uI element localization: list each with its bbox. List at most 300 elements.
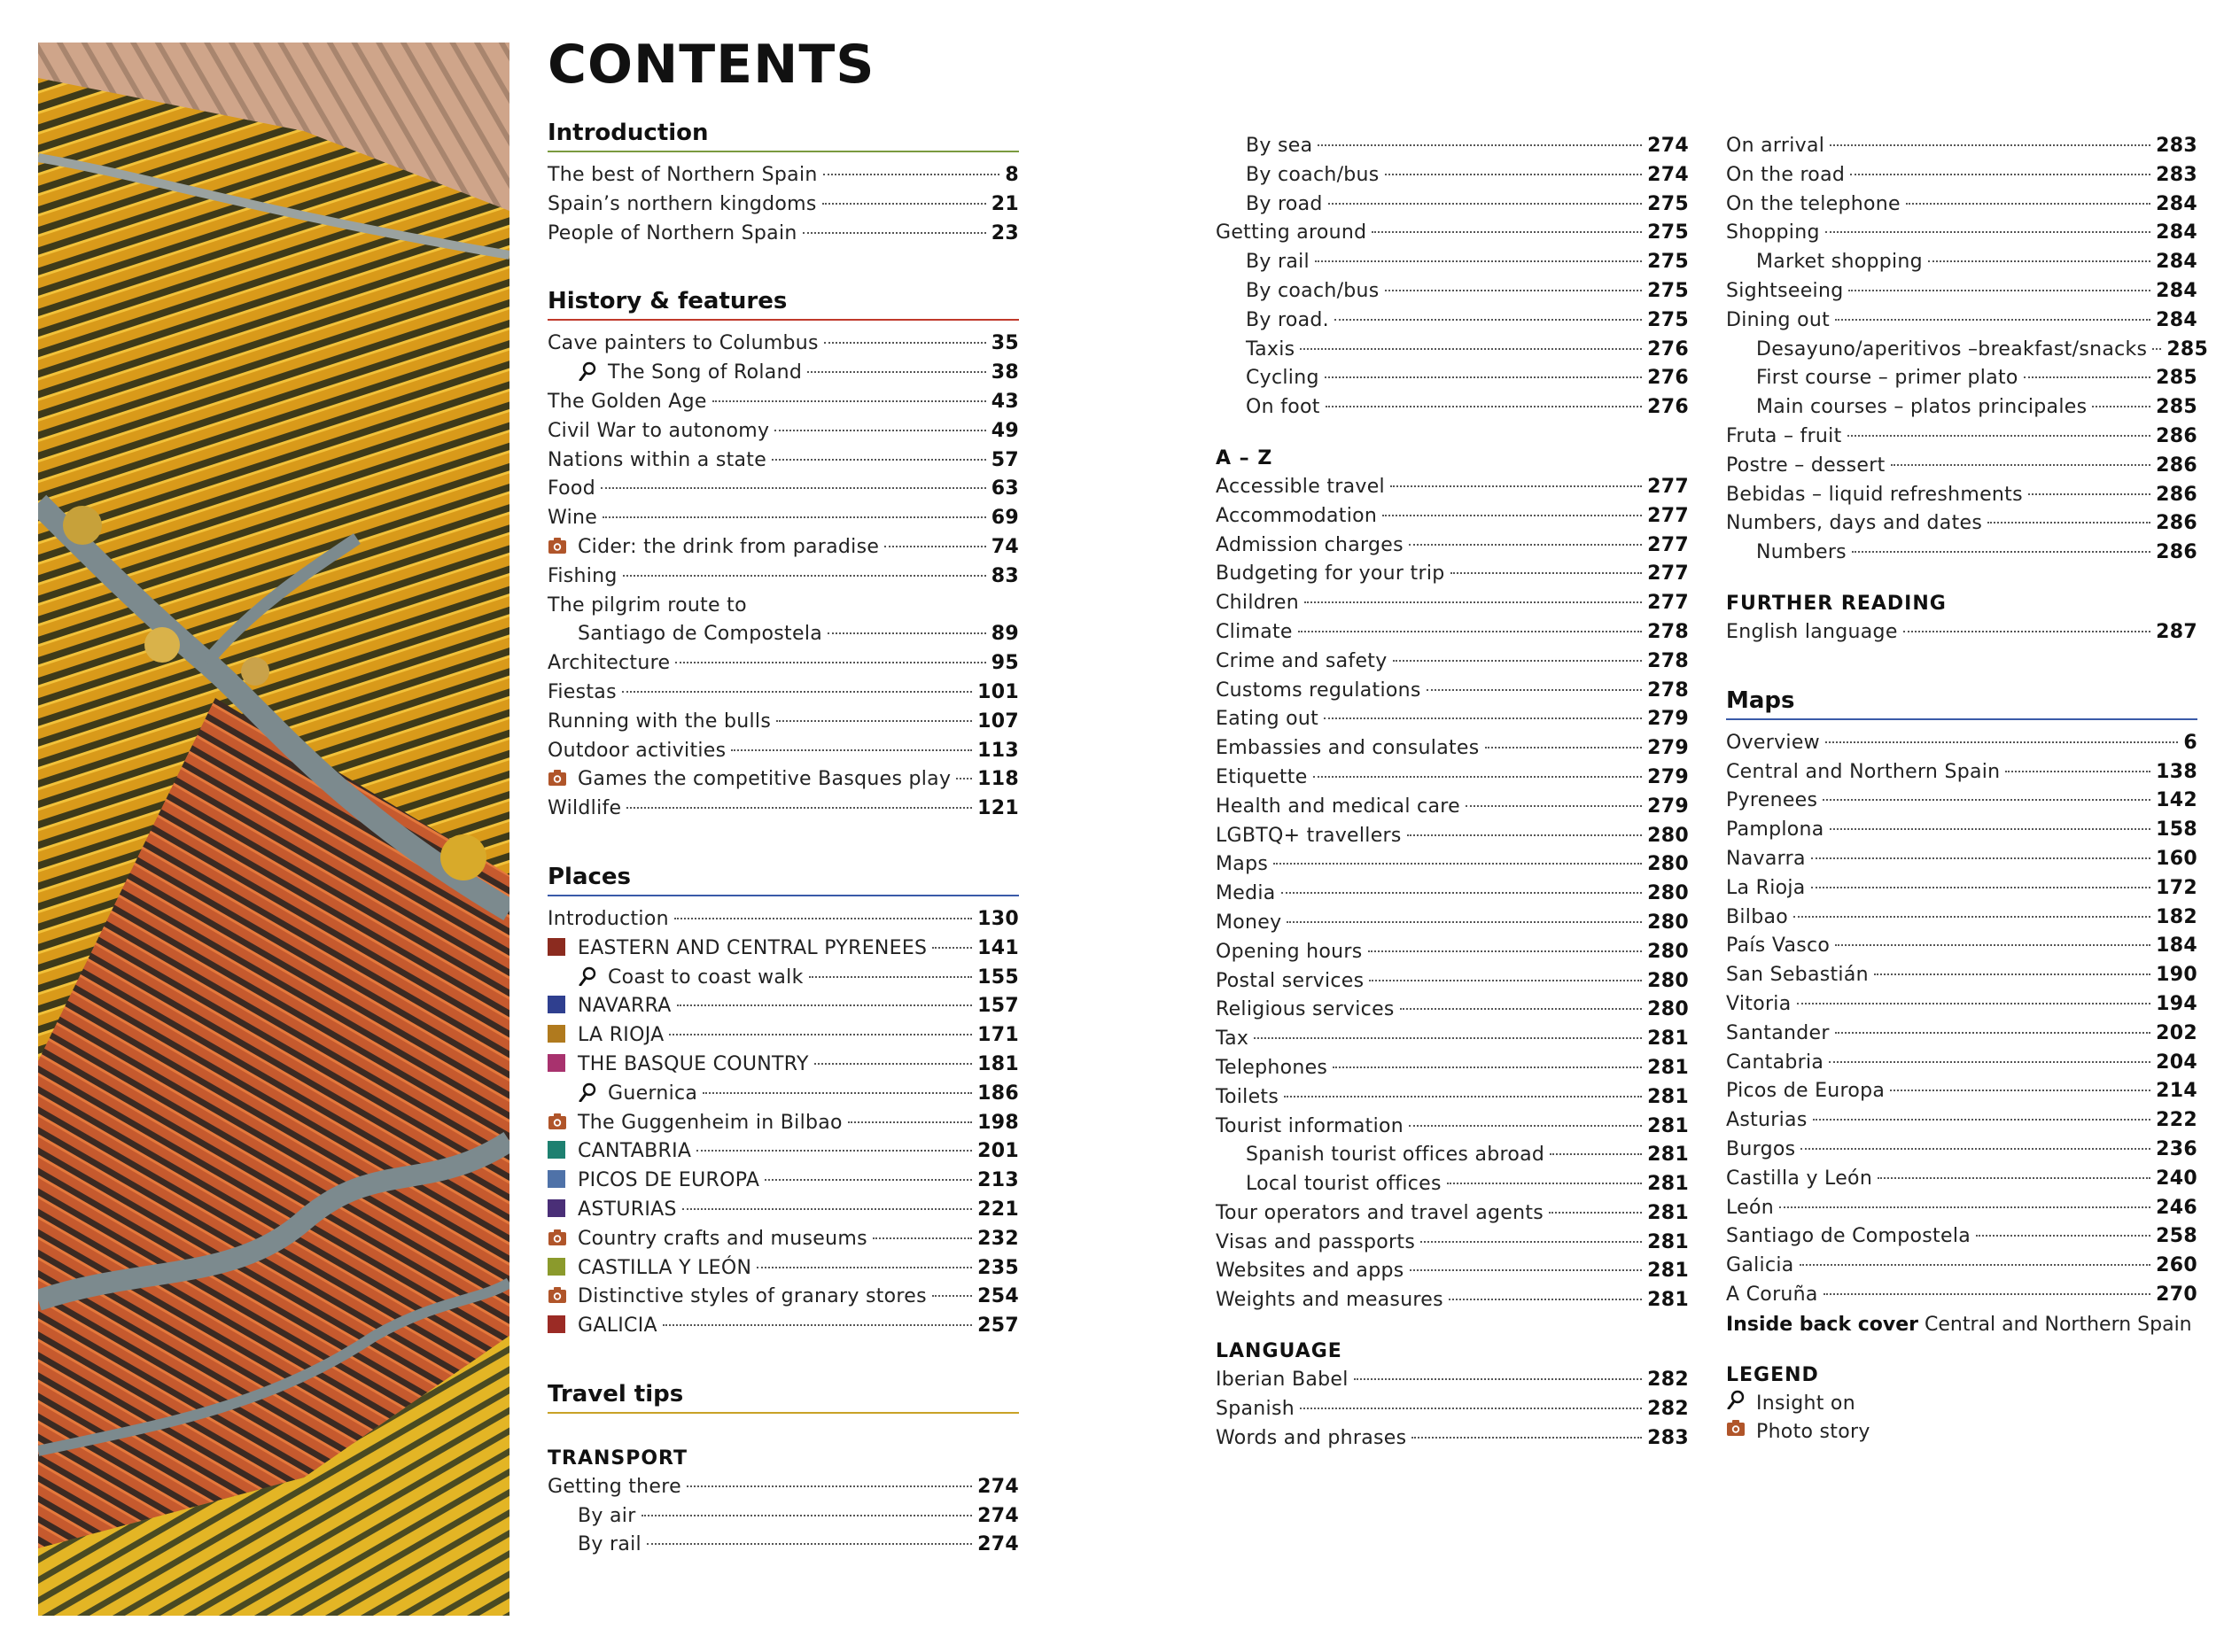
- toc-entry-text: Iberian Babel: [1216, 1369, 1349, 1392]
- leader-dots: [1811, 887, 2151, 888]
- subheading-legend: LEGEND: [1726, 1363, 1819, 1386]
- leader-dots: [1800, 1148, 2150, 1150]
- leader-dots: [603, 516, 986, 518]
- toc-entry: [548, 765, 1019, 795]
- toc-entry: [1726, 932, 2197, 961]
- leader-dots: [1313, 776, 1643, 778]
- insight-icon: [578, 1082, 597, 1102]
- toc-page-number: 275: [1647, 192, 1689, 215]
- region-color-key: [548, 1315, 565, 1333]
- leader-dots: [1549, 1212, 1642, 1214]
- toc-entry: [548, 359, 1019, 388]
- leader-dots: [1800, 1264, 2151, 1266]
- toc-page-number: 141: [977, 936, 1019, 959]
- toc-page-number: 198: [977, 1111, 1019, 1134]
- toc-page-number: 157: [977, 995, 1019, 1018]
- toc-entry-label: [1726, 161, 1845, 190]
- toc-entry: [1216, 1025, 1689, 1054]
- leader-dots: [1485, 747, 1643, 748]
- toc-entry: [1726, 306, 2197, 336]
- toc-page-number: 281: [1647, 1230, 1689, 1253]
- leader-dots: [1409, 544, 1642, 546]
- toc-entry-text: Cantabria: [1726, 1051, 1824, 1074]
- toc-entry-label: [1216, 219, 1366, 248]
- toc-entry-text: Embassies and consulates: [1216, 737, 1480, 760]
- maps-list: [1726, 729, 2197, 1310]
- leader-dots: [1254, 1037, 1642, 1039]
- photo-story-icon: [548, 1228, 567, 1247]
- leader-dots: [1848, 290, 2150, 291]
- toc-entry-text: Etiquette: [1216, 765, 1308, 788]
- leader-dots: [1368, 950, 1643, 952]
- toc-page-number: 279: [1647, 737, 1689, 760]
- region-color-key: [548, 1170, 565, 1188]
- subheading-further-reading: FURTHER READING: [1726, 592, 1947, 615]
- toc-entry-text: Websites and apps: [1216, 1260, 1404, 1283]
- toc-entry-label: [1246, 364, 1319, 393]
- toc-entry-text: Weights and measures: [1216, 1289, 1443, 1312]
- toc-entry: [548, 1021, 1019, 1051]
- toc-entry-label: [1216, 822, 1402, 851]
- toc-entry: [1726, 961, 2197, 990]
- toc-entry-label: [1246, 161, 1380, 190]
- leader-dots: [1382, 515, 1642, 516]
- toc-entry-text: Toilets: [1216, 1085, 1279, 1108]
- toc-entry-label: [1216, 1395, 1295, 1424]
- toc-page-number: 95: [991, 652, 1019, 675]
- toc-page-number: 236: [2156, 1137, 2197, 1160]
- leader-dots: [822, 203, 986, 205]
- toc-page-number: 49: [991, 419, 1019, 442]
- toc-page-number: 130: [977, 907, 1019, 930]
- section-heading-maps: Maps: [1726, 686, 2197, 720]
- leader-dots: [1393, 660, 1643, 662]
- toc-page-number: 274: [1647, 135, 1689, 157]
- region-color-key: [548, 1141, 565, 1159]
- toc-entry-text: The Song of Roland: [608, 361, 803, 384]
- toc-entry: [1216, 1141, 1689, 1170]
- toc-entry-label: [1726, 1077, 1885, 1106]
- toc-entry-label: [548, 1283, 927, 1312]
- insight-icon: [578, 966, 597, 986]
- leader-dots: [1890, 1090, 2150, 1091]
- leader-dots: [677, 1004, 973, 1006]
- toc-entry-text: Navarra: [1726, 847, 1806, 870]
- leader-dots: [1906, 203, 2150, 205]
- toc-entry-label: [1216, 850, 1268, 880]
- toc-entry-text: Nations within a state: [548, 448, 767, 471]
- toc-entry-label: [1216, 677, 1421, 706]
- leader-dots: [757, 1267, 972, 1268]
- toc-entry-text: Money: [1216, 911, 1282, 934]
- insight-icon: [578, 361, 597, 381]
- toc-entry-label: [1726, 190, 1901, 220]
- legend-item-label: Insight on: [1756, 1392, 1855, 1415]
- toc-entry-label: [1216, 1113, 1404, 1142]
- leader-dots: [626, 807, 972, 809]
- toc-entry-text: Santander: [1726, 1021, 1830, 1044]
- toc-entry-label: [1246, 277, 1380, 306]
- toc-entry-label: [578, 359, 802, 388]
- leader-dots: [1779, 1206, 2150, 1208]
- toc-entry-label: [1726, 961, 1869, 990]
- toc-entry-label: [578, 620, 822, 649]
- leader-dots: [1987, 522, 2150, 524]
- toc-entry: [1726, 1106, 2197, 1136]
- toc-entry-label: [1726, 904, 1788, 933]
- toc-entry: [1726, 423, 2197, 452]
- toc-entry: [548, 592, 1019, 621]
- leader-dots: [1304, 601, 1642, 603]
- leader-dots: [1447, 1183, 1642, 1184]
- toc-entry-label: [1726, 132, 1824, 161]
- toc-page-number: 284: [2156, 279, 2197, 302]
- toc-entry-label: [1726, 452, 1886, 481]
- toc-entry-text: Tourist information: [1216, 1114, 1404, 1137]
- toc-entry-label: [578, 1080, 697, 1109]
- toc-entry: [1216, 1424, 1689, 1454]
- leader-dots: [1385, 290, 1643, 291]
- leader-dots: [687, 1485, 972, 1487]
- toc-entry-text: Food: [548, 477, 595, 500]
- toc-entry-text: NAVARRA: [578, 995, 672, 1018]
- toc-entry-text: Tour operators and travel agents: [1216, 1201, 1544, 1224]
- leader-dots: [1823, 799, 2150, 801]
- toc-entry-text: Crime and safety: [1216, 649, 1388, 672]
- toc-entry-text: Visas and passports: [1216, 1230, 1416, 1253]
- toc-entry-label: [1216, 531, 1404, 561]
- toc-entry: [548, 795, 1019, 824]
- toc-page-number: 277: [1647, 562, 1689, 586]
- toc-entry-label: [1216, 1083, 1279, 1113]
- leader-dots: [1372, 231, 1642, 233]
- toc-entry-label: [1246, 393, 1320, 423]
- toc-entry-label: [1726, 1194, 1774, 1223]
- toc-entry: [1216, 1229, 1689, 1258]
- leader-dots: [1326, 406, 1643, 407]
- toc-entry: [1726, 618, 2197, 648]
- toc-entry-text: Customs regulations: [1216, 679, 1421, 702]
- toc-entry-text: Climate: [1216, 620, 1293, 643]
- leader-dots: [1878, 1177, 2150, 1179]
- leader-dots: [1466, 805, 1642, 807]
- toc-entry: [1726, 1194, 2197, 1223]
- leader-dots: [1824, 1293, 2150, 1295]
- toc-page-number: 276: [1647, 367, 1689, 390]
- leader-dots: [1409, 1125, 1642, 1127]
- leader-dots: [1420, 1241, 1642, 1243]
- toc-page-number: 235: [977, 1256, 1019, 1279]
- toc-page-number: 284: [2156, 192, 2197, 215]
- toc-entry: [1726, 1077, 2197, 1106]
- toc-entry-label: [1216, 967, 1364, 997]
- toc-entry: [548, 533, 1019, 562]
- toc-entry-label: [548, 935, 927, 964]
- toc-entry: [1216, 1054, 1689, 1083]
- subheading-language: LANGUAGE: [1216, 1340, 1342, 1363]
- legend-item-label: Photo story: [1756, 1421, 1870, 1444]
- toc-entry-text: San Sebastián: [1726, 964, 1869, 987]
- language-list-2: [1726, 132, 2209, 568]
- toc-page-number: 275: [1647, 279, 1689, 302]
- leader-dots: [828, 632, 986, 634]
- toc-entry: [1216, 531, 1689, 561]
- toc-entry: [548, 992, 1019, 1021]
- toc-entry-label: [1216, 1424, 1406, 1454]
- toc-entry: [548, 1080, 1019, 1109]
- toc-entry-label: [1216, 1366, 1349, 1395]
- toc-page-number: 138: [2156, 760, 2197, 783]
- toc-entry: [1726, 336, 2209, 365]
- toc-entry-text: Health and medical care: [1216, 795, 1460, 818]
- toc-page-number: 258: [2156, 1225, 2197, 1248]
- leader-dots: [1411, 1437, 1642, 1439]
- leader-dots: [1333, 1066, 1642, 1068]
- toc-entry-label: [548, 417, 769, 446]
- region-color-key: [548, 938, 565, 956]
- toc-page-number: 121: [977, 797, 1019, 820]
- leader-dots: [1400, 1008, 1643, 1010]
- leader-dots: [2028, 493, 2150, 495]
- toc-entry: [548, 708, 1019, 737]
- leader-dots: [675, 662, 985, 663]
- toc-entry-label: [1216, 473, 1385, 502]
- toc-page-number: 283: [2156, 135, 2197, 157]
- leader-dots: [1830, 828, 2151, 830]
- leader-dots: [647, 1543, 972, 1545]
- toc-entry-label: [1726, 816, 1824, 845]
- toc-entry: [548, 1137, 1019, 1167]
- toc-page-number: 142: [2156, 789, 2197, 812]
- toc-entry-label: [1726, 306, 1830, 336]
- toc-entry-label: [1726, 990, 1792, 1020]
- leader-dots: [1811, 857, 2150, 859]
- toc-entry-text: CANTABRIA: [578, 1140, 692, 1163]
- toc-entry-text: Main courses – platos principales: [1756, 396, 2088, 419]
- toc-entry-text: Numbers, days and dates: [1726, 512, 1983, 535]
- toc-entry-text: By air: [578, 1504, 636, 1527]
- legend-item: [1726, 1390, 2197, 1419]
- toc-entry-label: [548, 737, 726, 766]
- subheading-transport: TRANSPORT: [548, 1446, 688, 1470]
- leader-dots: [1410, 1269, 1643, 1271]
- toc-entry: [548, 388, 1019, 417]
- leader-dots: [1300, 1408, 1642, 1409]
- leader-dots: [772, 459, 986, 461]
- toc-entry: [1726, 1252, 2197, 1281]
- toc-entry: [548, 1196, 1019, 1225]
- region-color-key: [548, 996, 565, 1013]
- leader-dots: [1835, 1032, 2150, 1034]
- toc-page-number: 280: [1647, 969, 1689, 992]
- toc-page-number: 286: [2156, 454, 2197, 477]
- toc-entry: [548, 1109, 1019, 1138]
- toc-entry: [1216, 277, 1689, 306]
- toc-entry-label: [1246, 1141, 1544, 1170]
- legend-item: [1726, 1418, 2197, 1447]
- leader-dots: [809, 976, 973, 978]
- toc-page-number: 213: [977, 1169, 1019, 1192]
- leader-dots: [1847, 435, 2151, 437]
- legend-list: [1726, 1390, 2197, 1448]
- leader-dots: [1298, 631, 1642, 632]
- page-title: CONTENTS: [548, 34, 875, 96]
- toc-page-number: 113: [977, 739, 1019, 762]
- toc-entry-label: [1246, 336, 1295, 365]
- toc-entry: [1726, 481, 2197, 510]
- toc-page-number: 246: [2156, 1196, 2197, 1219]
- introduction-list: [548, 161, 1019, 248]
- toc-page-number: 275: [1647, 221, 1689, 244]
- toc-entry: [1726, 364, 2197, 393]
- toc-entry-label: [1216, 648, 1388, 677]
- toc-entry: [1726, 1222, 2197, 1252]
- toc-entry-label: [1726, 1252, 1794, 1281]
- toc-entry-text: Guernica: [608, 1082, 698, 1105]
- toc-page-number: 257: [977, 1315, 1019, 1338]
- toc-page-number: 232: [977, 1227, 1019, 1250]
- toc-page-number: 280: [1647, 853, 1689, 876]
- toc-entry: [1216, 502, 1689, 531]
- toc-page-number: 270: [2156, 1283, 2197, 1306]
- toc-entry: [1216, 850, 1689, 880]
- leader-dots: [682, 1208, 972, 1210]
- toc-entry-text: On foot: [1246, 396, 1320, 419]
- toc-entry-label: [1726, 481, 2023, 510]
- toc-entry-label: [1726, 758, 2000, 787]
- toc-entry: [1216, 1083, 1689, 1113]
- leader-dots: [663, 1324, 972, 1326]
- toc-entry-label: [1216, 502, 1377, 531]
- toc-entry-label: [1216, 589, 1299, 618]
- toc-entry: [548, 935, 1019, 964]
- toc-entry: [548, 1225, 1019, 1254]
- toc-page-number: 285: [2156, 367, 2197, 390]
- toc-entry-label: [548, 649, 670, 679]
- leader-dots: [1385, 174, 1643, 175]
- inside-back-cover-text: Central and Northern Spain: [1925, 1313, 2192, 1336]
- leader-dots: [1427, 689, 1643, 691]
- toc-page-number: 43: [991, 390, 1019, 413]
- toc-entry-text: Budgeting for your trip: [1216, 562, 1445, 586]
- region-color-key: [548, 1258, 565, 1276]
- toc-entry: [1726, 1165, 2197, 1194]
- toc-entry-text: A Coruña: [1726, 1283, 1818, 1306]
- leader-dots: [1369, 980, 1642, 981]
- inside-back-cover-label: Inside back cover: [1726, 1313, 1919, 1336]
- toc-entry: [1726, 729, 2197, 758]
- toc-entry: [1726, 277, 2197, 306]
- toc-entry-label: [1726, 1136, 1795, 1165]
- leader-dots: [824, 342, 986, 344]
- toc-entry-text: Civil War to autonomy: [548, 419, 770, 442]
- toc-page-number: 279: [1647, 795, 1689, 818]
- toc-page-number: 286: [2156, 424, 2197, 447]
- toc-entry-text: Children: [1216, 592, 1299, 615]
- toc-entry-text: Castilla y León: [1726, 1167, 1873, 1190]
- toc-page-number: 274: [977, 1533, 1019, 1556]
- toc-entry-label: [1756, 336, 2147, 365]
- toc-entry: [1726, 1136, 2197, 1165]
- toc-page-number: 184: [2156, 935, 2197, 958]
- toc-entry-label: [578, 964, 804, 993]
- toc-entry-text: Tax: [1216, 1028, 1249, 1051]
- toc-page-number: 281: [1647, 1114, 1689, 1137]
- toc-page-number: 285: [2166, 337, 2209, 361]
- toc-entry-text: GALICIA: [578, 1315, 657, 1338]
- toc-page-number: 274: [977, 1475, 1019, 1498]
- toc-page-number: 101: [977, 680, 1019, 703]
- toc-entry-text: Asturias: [1726, 1109, 1808, 1132]
- toc-entry-text: Getting around: [1216, 221, 1367, 244]
- toc-entry: [1216, 336, 1689, 365]
- toc-entry-label: [1216, 618, 1293, 648]
- toc-entry: [1216, 132, 1689, 161]
- toc-entry-text: Overview: [1726, 731, 1820, 754]
- toc-entry: [548, 1167, 1019, 1196]
- toc-entry: [1726, 1049, 2197, 1078]
- toc-entry-text: Wildlife: [548, 797, 622, 820]
- toc-entry: [548, 1473, 1019, 1502]
- cover-photo-vineyards: [38, 43, 509, 1616]
- toc-entry-text: Bebidas – liquid refreshments: [1726, 483, 2023, 506]
- toc-page-number: 254: [977, 1285, 1019, 1308]
- section-heading-introduction: Introduction: [548, 119, 1019, 152]
- subheading-a-z: A – Z: [1216, 446, 1273, 469]
- toc-entry-label: [1216, 909, 1281, 938]
- toc-entry-label: [1726, 1020, 1830, 1049]
- toc-entry-text: THE BASQUE COUNTRY: [578, 1052, 809, 1075]
- leader-dots: [669, 1034, 972, 1035]
- toc-page-number: 281: [1647, 1289, 1689, 1312]
- toc-entry-text: By coach/bus: [1246, 163, 1380, 186]
- toc-entry-label: [1726, 1222, 1971, 1252]
- leader-dots: [803, 232, 986, 234]
- toc-entry: [1726, 219, 2197, 248]
- leader-dots: [1829, 1061, 2150, 1063]
- toc-entry-label: [1726, 509, 1982, 539]
- toc-page-number: 280: [1647, 911, 1689, 934]
- toc-entry-label: [548, 330, 819, 359]
- toc-page-number: 8: [1005, 164, 1019, 186]
- toc-entry: [548, 737, 1019, 766]
- transport-list-2: [1216, 132, 1689, 423]
- toc-entry-text: Cider: the drink from paradise: [578, 535, 880, 558]
- toc-entry-text: Spanish tourist offices abroad: [1246, 1144, 1545, 1167]
- toc-entry-label: [548, 475, 595, 504]
- toc-entry-text: La Rioja: [1726, 876, 1806, 899]
- toc-entry-label: [1756, 248, 1923, 277]
- contents-column-2: [1216, 132, 1689, 1453]
- photo-story-icon: [1726, 1418, 1746, 1438]
- toc-entry-text: Santiago de Compostela: [1726, 1225, 1971, 1248]
- toc-entry: [548, 417, 1019, 446]
- toc-entry-label: [1216, 1257, 1404, 1286]
- toc-entry-label: [1726, 874, 1806, 904]
- toc-page-number: 89: [991, 623, 1019, 646]
- toc-entry: [1216, 996, 1689, 1025]
- toc-entry: [1726, 132, 2197, 161]
- toc-page-number: 279: [1647, 765, 1689, 788]
- leader-dots: [1825, 231, 2150, 233]
- toc-page-number: 278: [1647, 620, 1689, 643]
- toc-entry: [1216, 677, 1689, 706]
- toc-page-number: 171: [977, 1024, 1019, 1047]
- leader-dots: [1793, 916, 2150, 918]
- toc-entry-text: People of Northern Spain: [548, 221, 797, 244]
- places-list: [548, 905, 1019, 1341]
- toc-page-number: 160: [2156, 847, 2197, 870]
